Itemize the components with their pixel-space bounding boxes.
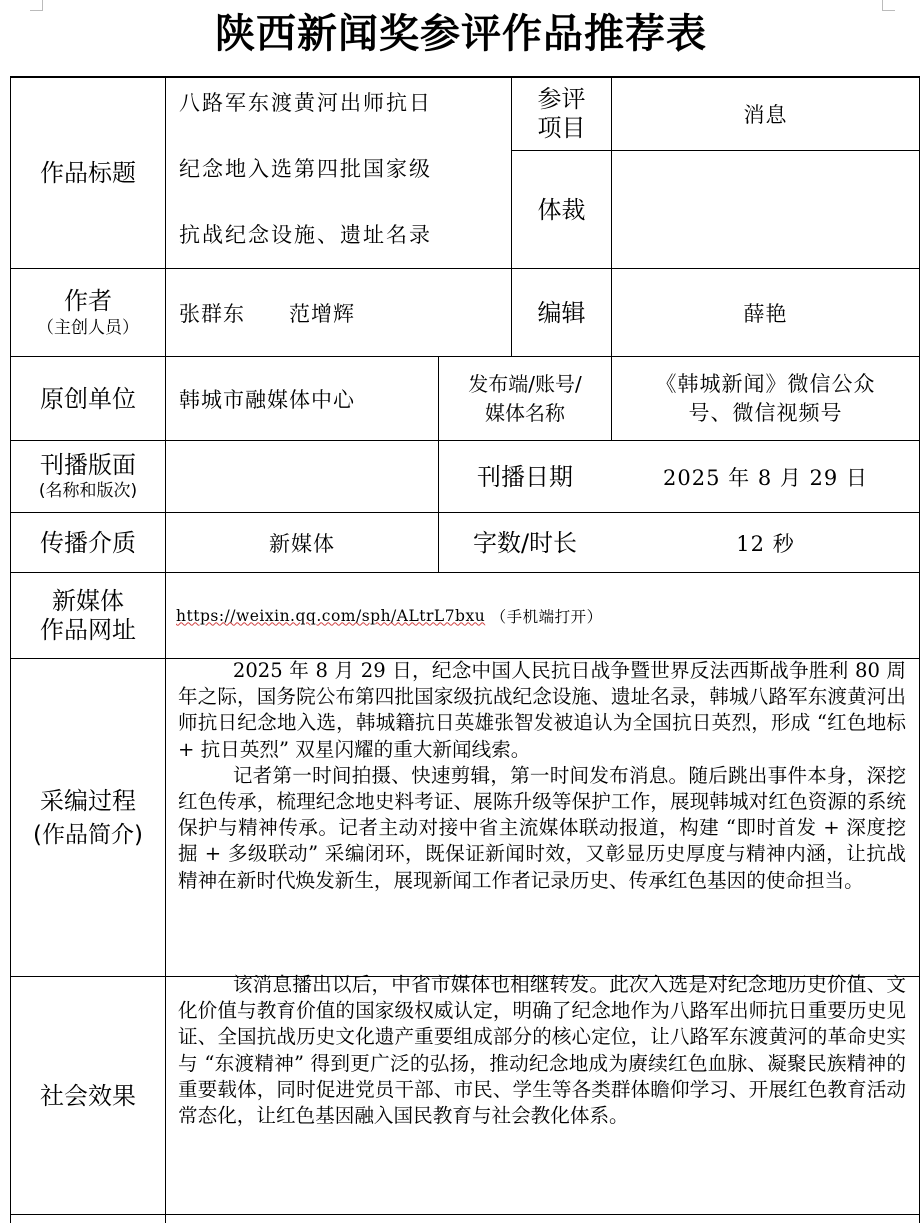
genre-value [612, 151, 919, 268]
label-category-line: 项目 [537, 114, 586, 142]
label-publisher-line: 发布端/账号/ [468, 371, 582, 396]
label-category-line: 参评 [537, 85, 586, 113]
original-unit-value: 韩城市融媒体中心 [179, 387, 355, 412]
label-layout-sub: (名称和版次) [38, 480, 138, 501]
label-publisher [439, 357, 611, 440]
social-effect-text [178, 972, 906, 1129]
label-layout [11, 441, 165, 512]
label-original-unit: 原创单位 [40, 384, 136, 413]
process-text [178, 658, 906, 894]
row-divider [10, 1214, 920, 1215]
work-title-line: 抗战纪念设施、遗址名录 [179, 223, 432, 247]
label-editor: 编辑 [537, 298, 586, 327]
label-medium: 传播介质 [40, 528, 136, 557]
label-category [512, 78, 611, 150]
work-title-line: 八路军东渡黄河出师抗日 [179, 91, 432, 115]
label-genre: 体裁 [537, 195, 586, 224]
label-social-effect: 社会效果 [40, 1081, 136, 1110]
publisher-value-line: 号、微信视频号 [688, 400, 843, 425]
label-publish-date: 刊播日期 [477, 462, 573, 491]
work-title-line: 纪念地入选第四批国家级 [179, 157, 432, 181]
publisher-value-line: 《韩城新闻》微信公众 [655, 371, 876, 396]
label-process-sub: (作品简介) [33, 821, 143, 848]
label-url-line: 作品网址 [40, 615, 136, 644]
label-work-title: 作品标题 [40, 159, 136, 187]
process-paragraph: 2025 年 8 月 29 日，纪念中国人民抗日战争暨世界反法西斯战争胜利 80 周年之际，国务院公布第四批国家级抗战纪念设施、遗址名录，韩城八路军东渡黄河出师抗日纪念地入选，韩城籍抗日英雄张智发被追认为全国抗日英烈，形成 “红色地标 + 抗日英烈” 双星闪耀的重大新闻线索。 [178, 659, 906, 761]
label-author-main: 作者 [64, 286, 112, 315]
author-value: 张群东 范增辉 [179, 301, 355, 326]
category-value: 消息 [743, 103, 788, 127]
table-border-right [919, 76, 920, 1223]
form-title: 陕西新闻奖参评作品推荐表 [215, 11, 707, 57]
social-effect-paragraph: 该消息播出以后，中省市媒体也相继转发。此次入选是对纪念地历史价值、文化价值与教育价值的国家级权威认定，明确了纪念地作为八路军出师抗日重要历史见证、全国抗战历史文化遗产重要组成部分的核心定位，让八路军东渡黄河的革命史实与 “东渡精神” 得到更广泛的弘扬，推动纪念地成为赓续红色血脉、凝聚民族精神的重要载体，同时促进党员干部、市民、学生等各类群体瞻仰学习、开展红色教育活动常态化，让红色基因融入国民教育与社会教化体系。 [178, 973, 906, 1128]
work-url-note: （手机端打开） [485, 607, 603, 626]
layout-value [166, 441, 438, 512]
url-value [166, 573, 919, 658]
label-author [11, 269, 165, 356]
label-author-sub: （主创人员） [37, 317, 139, 338]
work-title-value [166, 78, 511, 268]
label-length: 字数/时长 [472, 528, 578, 557]
medium-value: 新媒体 [269, 531, 335, 556]
label-layout-main: 刊播版面 [40, 450, 136, 479]
label-publisher-line: 媒体名称 [485, 400, 565, 425]
work-url-link[interactable]: https://weixin.qq.com/sph/ALtrL7bxu [176, 606, 486, 625]
length-value: 12 秒 [736, 531, 795, 556]
label-process-main: 采编过程 [40, 786, 136, 815]
label-process [11, 659, 165, 976]
publish-date-value: 2025 年 8 月 29 日 [663, 465, 868, 490]
publisher-value [612, 357, 919, 440]
label-url-line: 新媒体 [52, 586, 124, 615]
editor-value: 薛艳 [743, 301, 788, 326]
label-url [11, 573, 165, 658]
process-paragraph: 记者第一时间拍摄、快速剪辑，第一时间发布消息。随后跳出事件本身，深挖红色传承，梳理纪念地史料考证、展陈升级等保护工作，展现韩城对红色资源的系统保护与精神传承。记者主动对接中省主流媒体联动报道，构建 “即时首发 + 深度挖掘 + 多级联动” 采编闭环，既保证新闻时效，又彰显历史厚度与精神内涵，让抗战精神在新时代焕发新生，展现新闻工作者记录历史、传承红色基因的使命担当。 [178, 763, 906, 892]
